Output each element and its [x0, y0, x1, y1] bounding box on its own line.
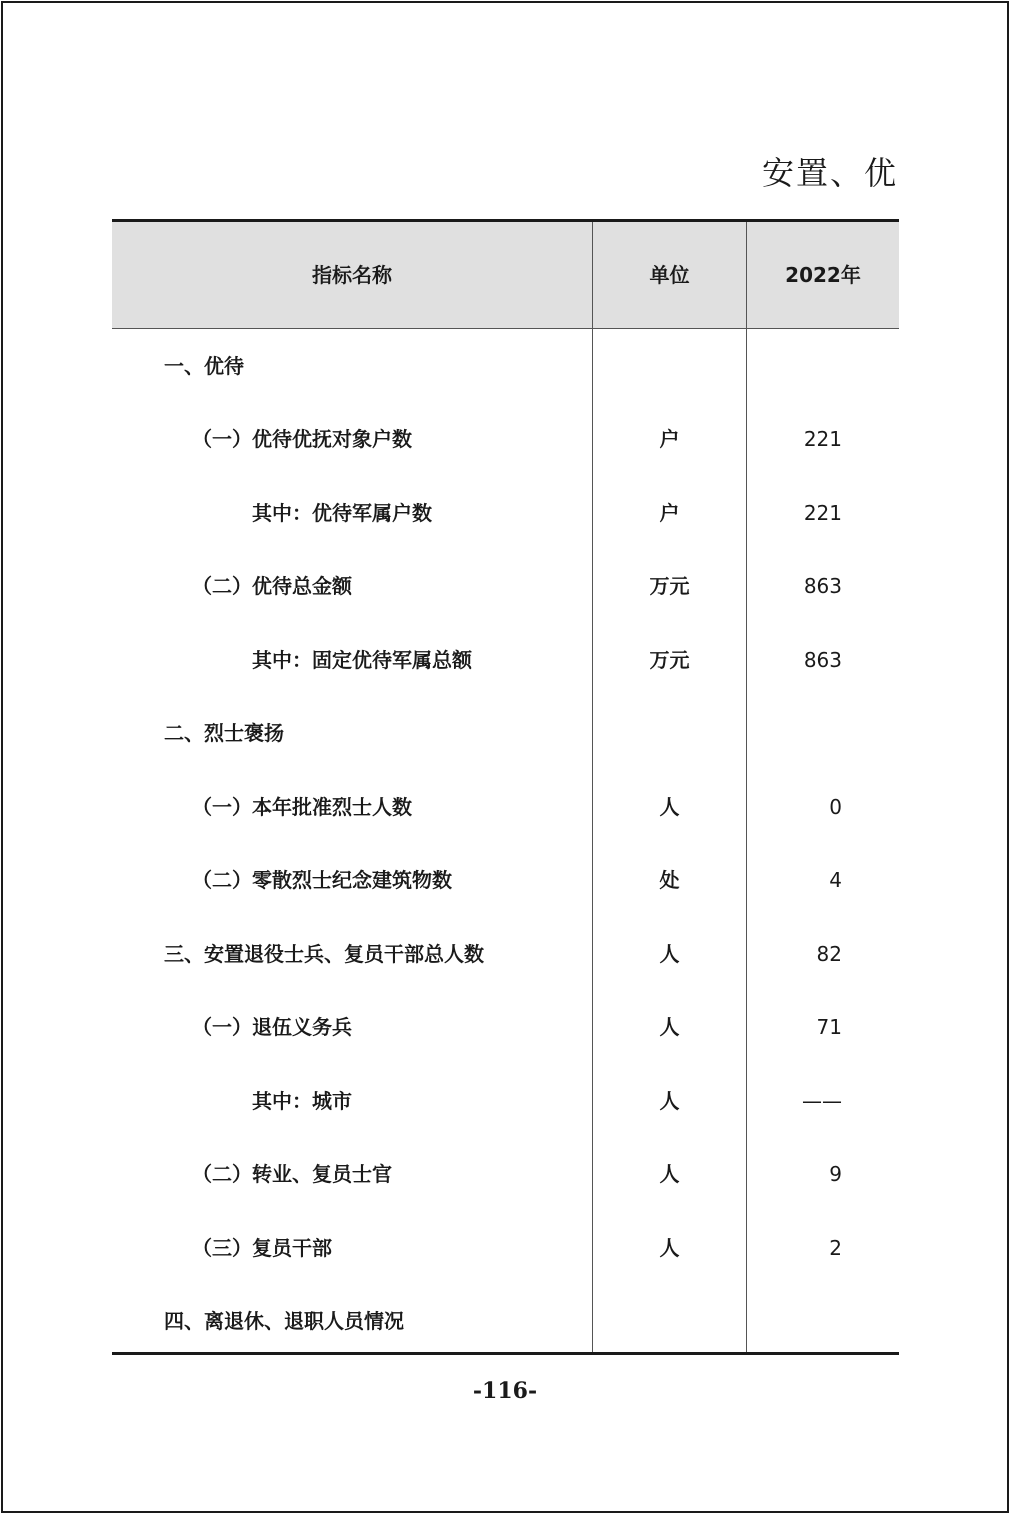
table-row	[112, 991, 899, 1064]
row-name: 二、烈士褒扬	[164, 721, 284, 745]
table-row	[112, 1138, 899, 1211]
row-value: 221	[803, 427, 842, 451]
row-name: （二）零散烈士纪念建筑物数	[192, 868, 452, 892]
row-unit: 万元	[649, 574, 690, 598]
row-unit: 人	[659, 1236, 680, 1260]
row-unit: 人	[659, 1162, 680, 1186]
table-row	[112, 403, 899, 476]
row-unit: 万元	[649, 648, 690, 672]
table-row	[112, 624, 899, 697]
table-row	[112, 1065, 899, 1138]
row-name: （二）转业、复员士官	[192, 1162, 392, 1186]
row-name: （一）本年批准烈士人数	[192, 795, 412, 819]
statistics-table	[112, 219, 899, 1355]
table-row	[112, 918, 899, 991]
table-row	[112, 330, 899, 403]
row-name: 其中：优待军属户数	[252, 501, 432, 525]
row-value: 863	[803, 574, 842, 598]
row-name: 三、安置退役士兵、复员干部总人数	[164, 942, 484, 966]
table-header	[112, 222, 899, 329]
row-value: 863	[803, 648, 842, 672]
row-value: 4	[829, 868, 842, 892]
row-value: 82	[816, 942, 842, 966]
header-year: 2022年	[785, 263, 861, 287]
table-row	[112, 1212, 899, 1285]
row-name: 四、离退休、退职人员情况	[164, 1309, 404, 1333]
row-name: 其中：固定优待军属总额	[252, 648, 472, 672]
row-name: （一）退伍义务兵	[192, 1015, 352, 1039]
table-row	[112, 1285, 899, 1358]
table-row	[112, 844, 899, 917]
header-unit: 单位	[649, 263, 690, 287]
row-name: （一）优待优抚对象户数	[192, 427, 412, 451]
row-name: 一、优待	[164, 354, 244, 378]
table-row	[112, 697, 899, 770]
section-title: 安置、优	[761, 154, 898, 192]
row-unit: 人	[659, 1015, 680, 1039]
row-value: 71	[816, 1015, 842, 1039]
row-value: ——	[802, 1089, 842, 1113]
row-unit: 处	[659, 868, 680, 892]
row-unit: 人	[659, 942, 680, 966]
row-unit: 人	[659, 1089, 680, 1113]
table-row	[112, 550, 899, 623]
table-row	[112, 771, 899, 844]
row-name: （三）复员干部	[192, 1236, 332, 1260]
row-value: 0	[829, 795, 842, 819]
header-indicator-name: 指标名称	[312, 263, 392, 287]
row-unit: 户	[659, 501, 680, 525]
row-name: （二）优待总金额	[192, 574, 352, 598]
table-row	[112, 477, 899, 550]
row-name: 其中：城市	[252, 1089, 352, 1113]
row-unit: 人	[659, 795, 680, 819]
row-value: 2	[829, 1236, 842, 1260]
row-value: 221	[803, 501, 842, 525]
page-number: -116-	[472, 1378, 538, 1404]
row-unit: 户	[659, 427, 680, 451]
row-value: 9	[829, 1162, 842, 1186]
